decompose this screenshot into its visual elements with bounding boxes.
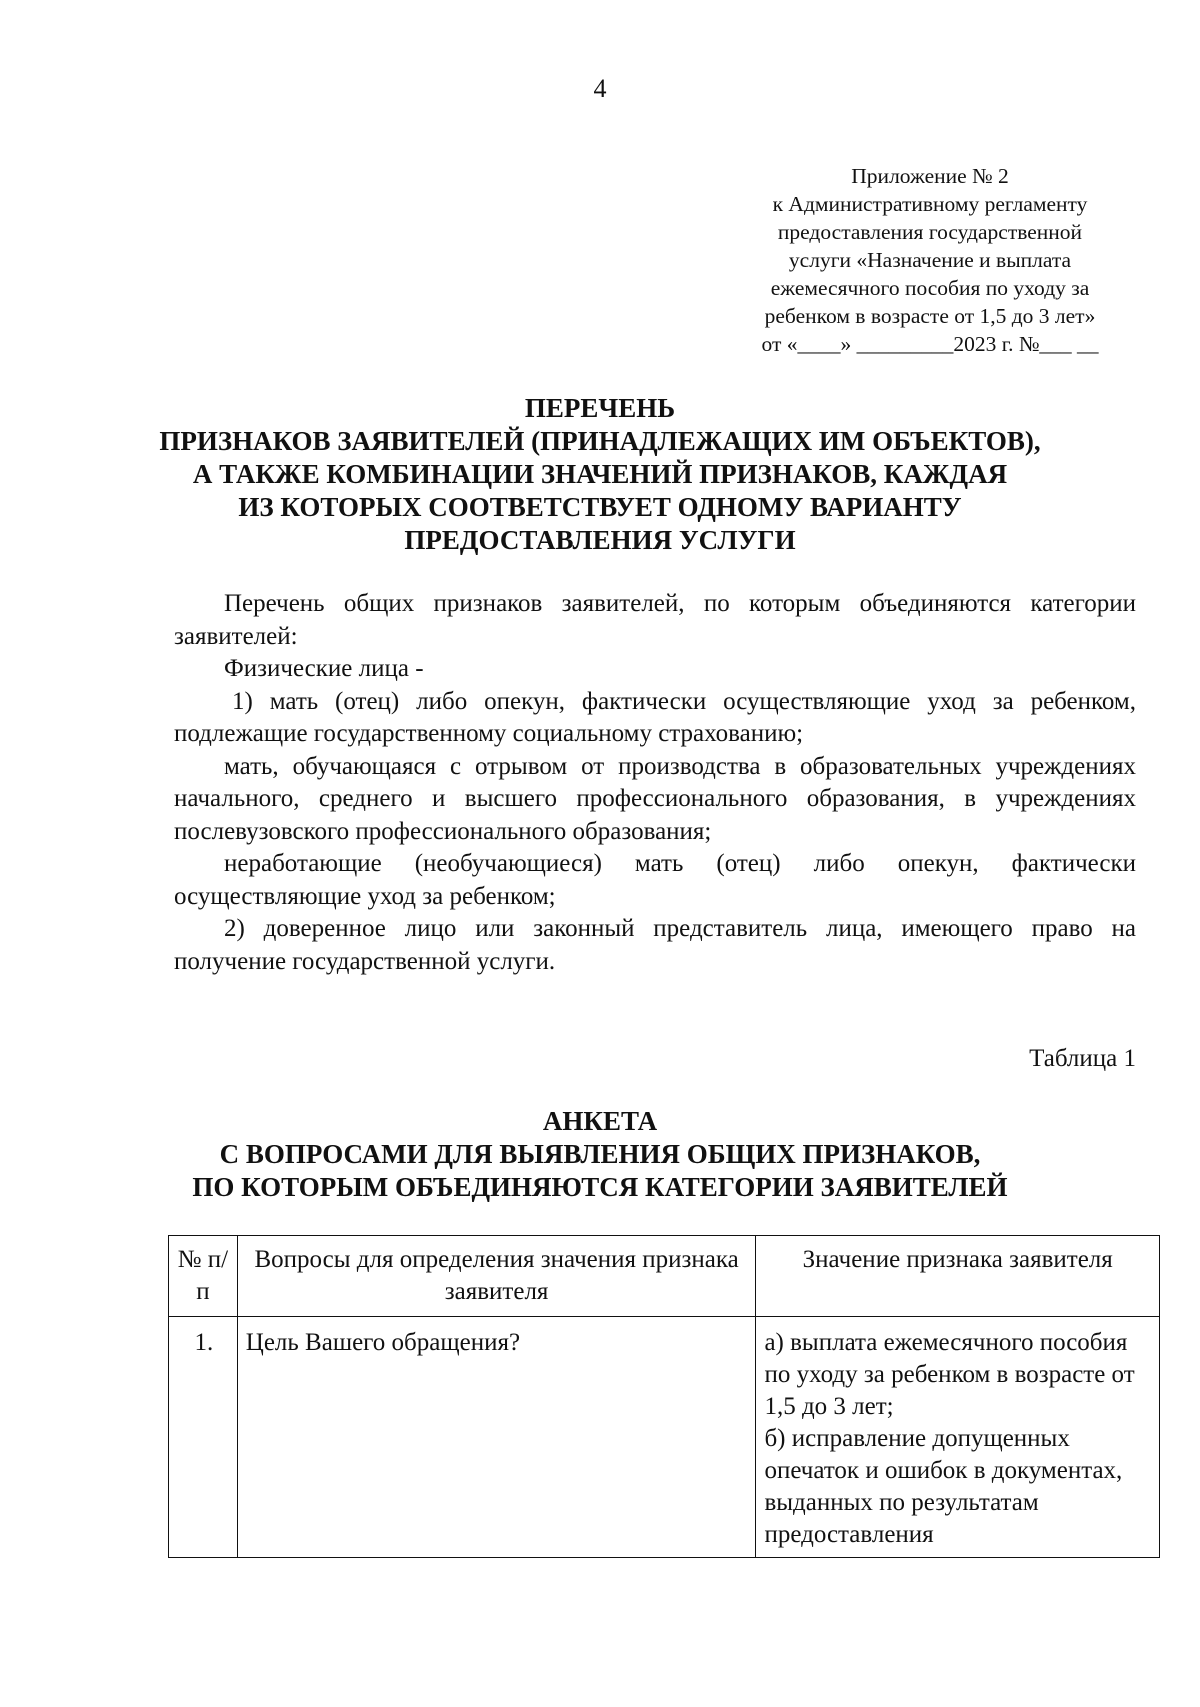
title-line: А ТАКЖЕ КОМБИНАЦИИ ЗНАЧЕНИЙ ПРИЗНАКОВ, КАЖДАЯ (192, 459, 1008, 489)
appendix-header (700, 162, 1160, 358)
header-question: Вопросы для определения значения признака заявителя (237, 1236, 756, 1317)
paragraph-student-mother: мать, обучающаяся с отрывом от производства в образовательных учреждениях начального, среднего и высшего профессионального образования, в учреждениях послевузовского профессионального образования; (174, 752, 1136, 845)
row-question: Цель Вашего обращения? (237, 1317, 756, 1558)
page-number: 4 (593, 74, 607, 103)
table-header-row (169, 1236, 1160, 1317)
appendix-line: от «____» _________2023 г. №___ __ (761, 332, 1099, 356)
paragraph-intro: Перечень общих признаков заявителей, по которым объединяются категории заявителей: (174, 590, 1136, 650)
questionnaire-title-line: АНКЕТА (542, 1106, 658, 1136)
appendix-line: ребенком в возрасте от 1,5 до 3 лет» (764, 304, 1096, 328)
table-label: Таблица 1 (1029, 1045, 1136, 1072)
table-row (169, 1317, 1160, 1558)
appendix-line: предоставления государственной (777, 220, 1083, 244)
questionnaire-title-line: С ВОПРОСАМИ ДЛЯ ВЫЯВЛЕНИЯ ОБЩИХ ПРИЗНАКОВ, (219, 1139, 981, 1169)
appendix-line: Приложение № 2 (851, 164, 1009, 188)
header-num: № п/п (169, 1236, 238, 1317)
title-line: ПЕРЕЧЕНЬ (524, 393, 676, 423)
appendix-line: к Административному регламенту (772, 192, 1088, 216)
questionnaire-title-line: ПО КОТОРЫМ ОБЪЕДИНЯЮТСЯ КАТЕГОРИИ ЗАЯВИТЕЛЕЙ (192, 1172, 1008, 1202)
header-value: Значение признака заявителя (756, 1236, 1160, 1317)
body-text (174, 588, 1136, 978)
row-num: 1. (169, 1317, 238, 1558)
title-line: ИЗ КОТОРЫХ СООТВЕТСТВУЕТ ОДНОМУ ВАРИАНТУ (238, 492, 962, 522)
paragraph-item-1: 1) мать (отец) либо опекун, фактически осуществляющие уход за ребенком, подлежащие государственному социальному страхованию; (174, 687, 1136, 747)
paragraph-individuals: Физические лица - (224, 655, 424, 682)
appendix-line: услуги «Назначение и выплата (788, 248, 1072, 272)
title-line: ПРЕДОСТАВЛЕНИЯ УСЛУГИ (404, 525, 796, 555)
paragraph-item-2: 2) доверенное лицо или законный представитель лица, имеющего право на получение государственной услуги. (174, 915, 1136, 975)
document-title (0, 392, 1200, 557)
paragraph-unemployed: неработающие (необучающиеся) мать (отец) либо опекун, фактически осуществляющие уход за ребенком; (174, 850, 1136, 910)
row-value: а) выплата ежемесячного пособия по уходу за ребенком в возрасте от 1,5 до 3 лет; б) исправление допущенных опечаток и ошибок в документах, выданных по результатам предоставления (756, 1317, 1160, 1558)
questionnaire-title (0, 1105, 1200, 1204)
appendix-line: ежемесячного пособия по уходу за (770, 276, 1090, 300)
title-line: ПРИЗНАКОВ ЗАЯВИТЕЛЕЙ (ПРИНАДЛЕЖАЩИХ ИМ ОБЪЕКТОВ), (159, 426, 1041, 456)
questionnaire-table (168, 1235, 1160, 1558)
